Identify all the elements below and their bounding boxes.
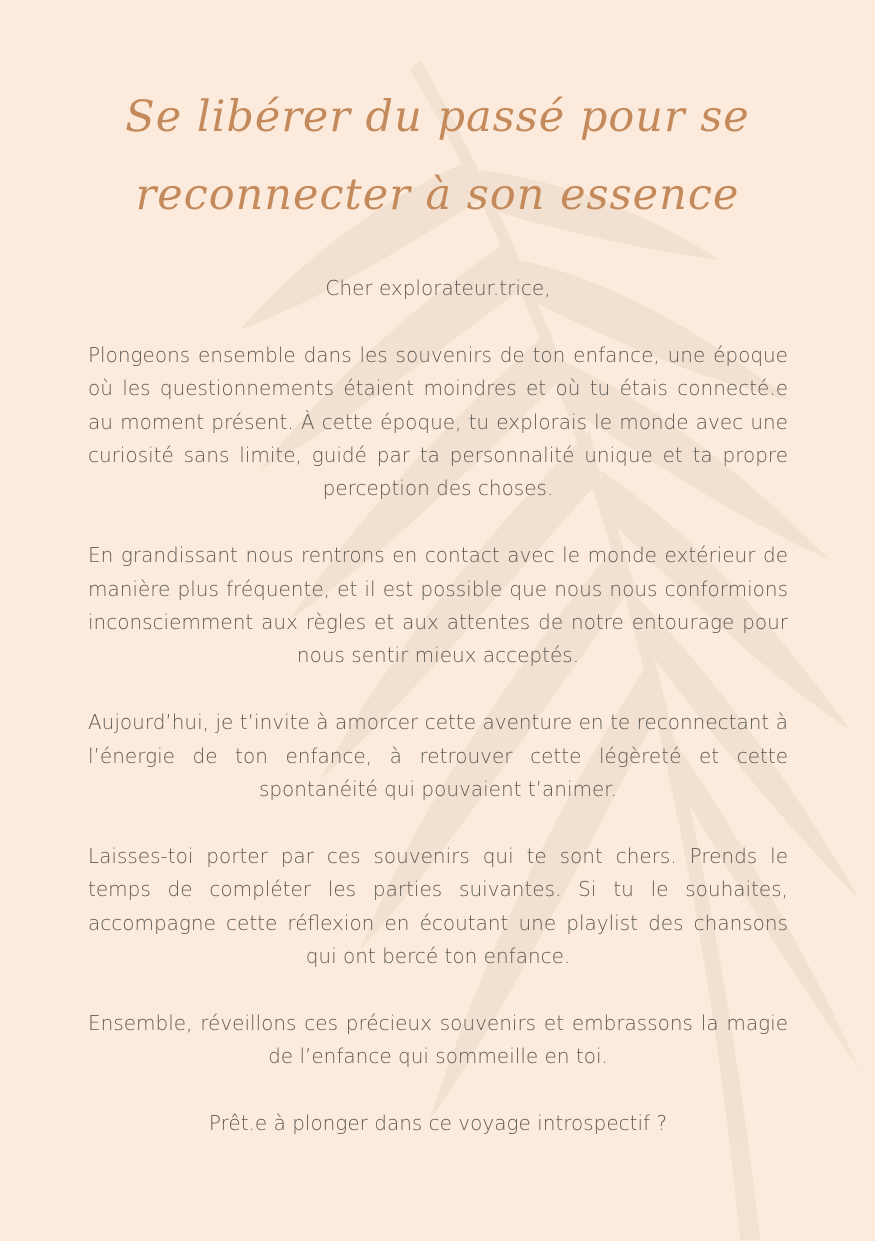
closing-question: Prêt.e à plonger dans ce voyage introspectif ?	[208, 1111, 668, 1136]
greeting: Cher explorateur.trice,	[325, 276, 551, 300]
page-title-line-2: reconnecter à son essence	[135, 170, 740, 220]
paragraph-childhood-memories: Plongeons ensemble dans les souvenirs de ton enfance, une époque où les questionnements étaient moindres et où tu étais connecté.e au moment présent. À cette époque, tu explorais le monde avec une curiosité sans limite, guidé par ta personnalité unique et ta propre perception des choses.	[88, 342, 788, 501]
paragraph-memories-playlist: Laisses-toi porter par ces souvenirs qui te sont chers. Prends le temps de compléter les parties suivantes. Si tu le souhaites, accompagne cette réflexion en écoutant une playlist des chansons qui ont bercé ton enfance.	[88, 843, 788, 969]
page-title	[60, 78, 815, 234]
page-title-line-1: Se libérer du passé pour se	[125, 92, 750, 142]
letter-body	[88, 272, 788, 1174]
paragraph-growing-up: En grandissant nous rentrons en contact avec le monde extérieur de manière plus fréquente, et il est possible que nous nous conformions inconsciemment aux règles et aux attentes de notre entourage pour nous sentir mieux acceptés.	[88, 543, 788, 668]
paragraph-invitation: Aujourd’hui, je t’invite à amorcer cette aventure en te reconnectant à l’énergie de ton enfance, à retrouver cette légèreté et cette spontanéité qui pouvaient t’animer.	[88, 710, 788, 802]
paragraph-together: Ensemble, réveillons ces précieux souvenirs et embrassons la magie de l’enfance qui sommeille en toi.	[88, 1010, 788, 1069]
